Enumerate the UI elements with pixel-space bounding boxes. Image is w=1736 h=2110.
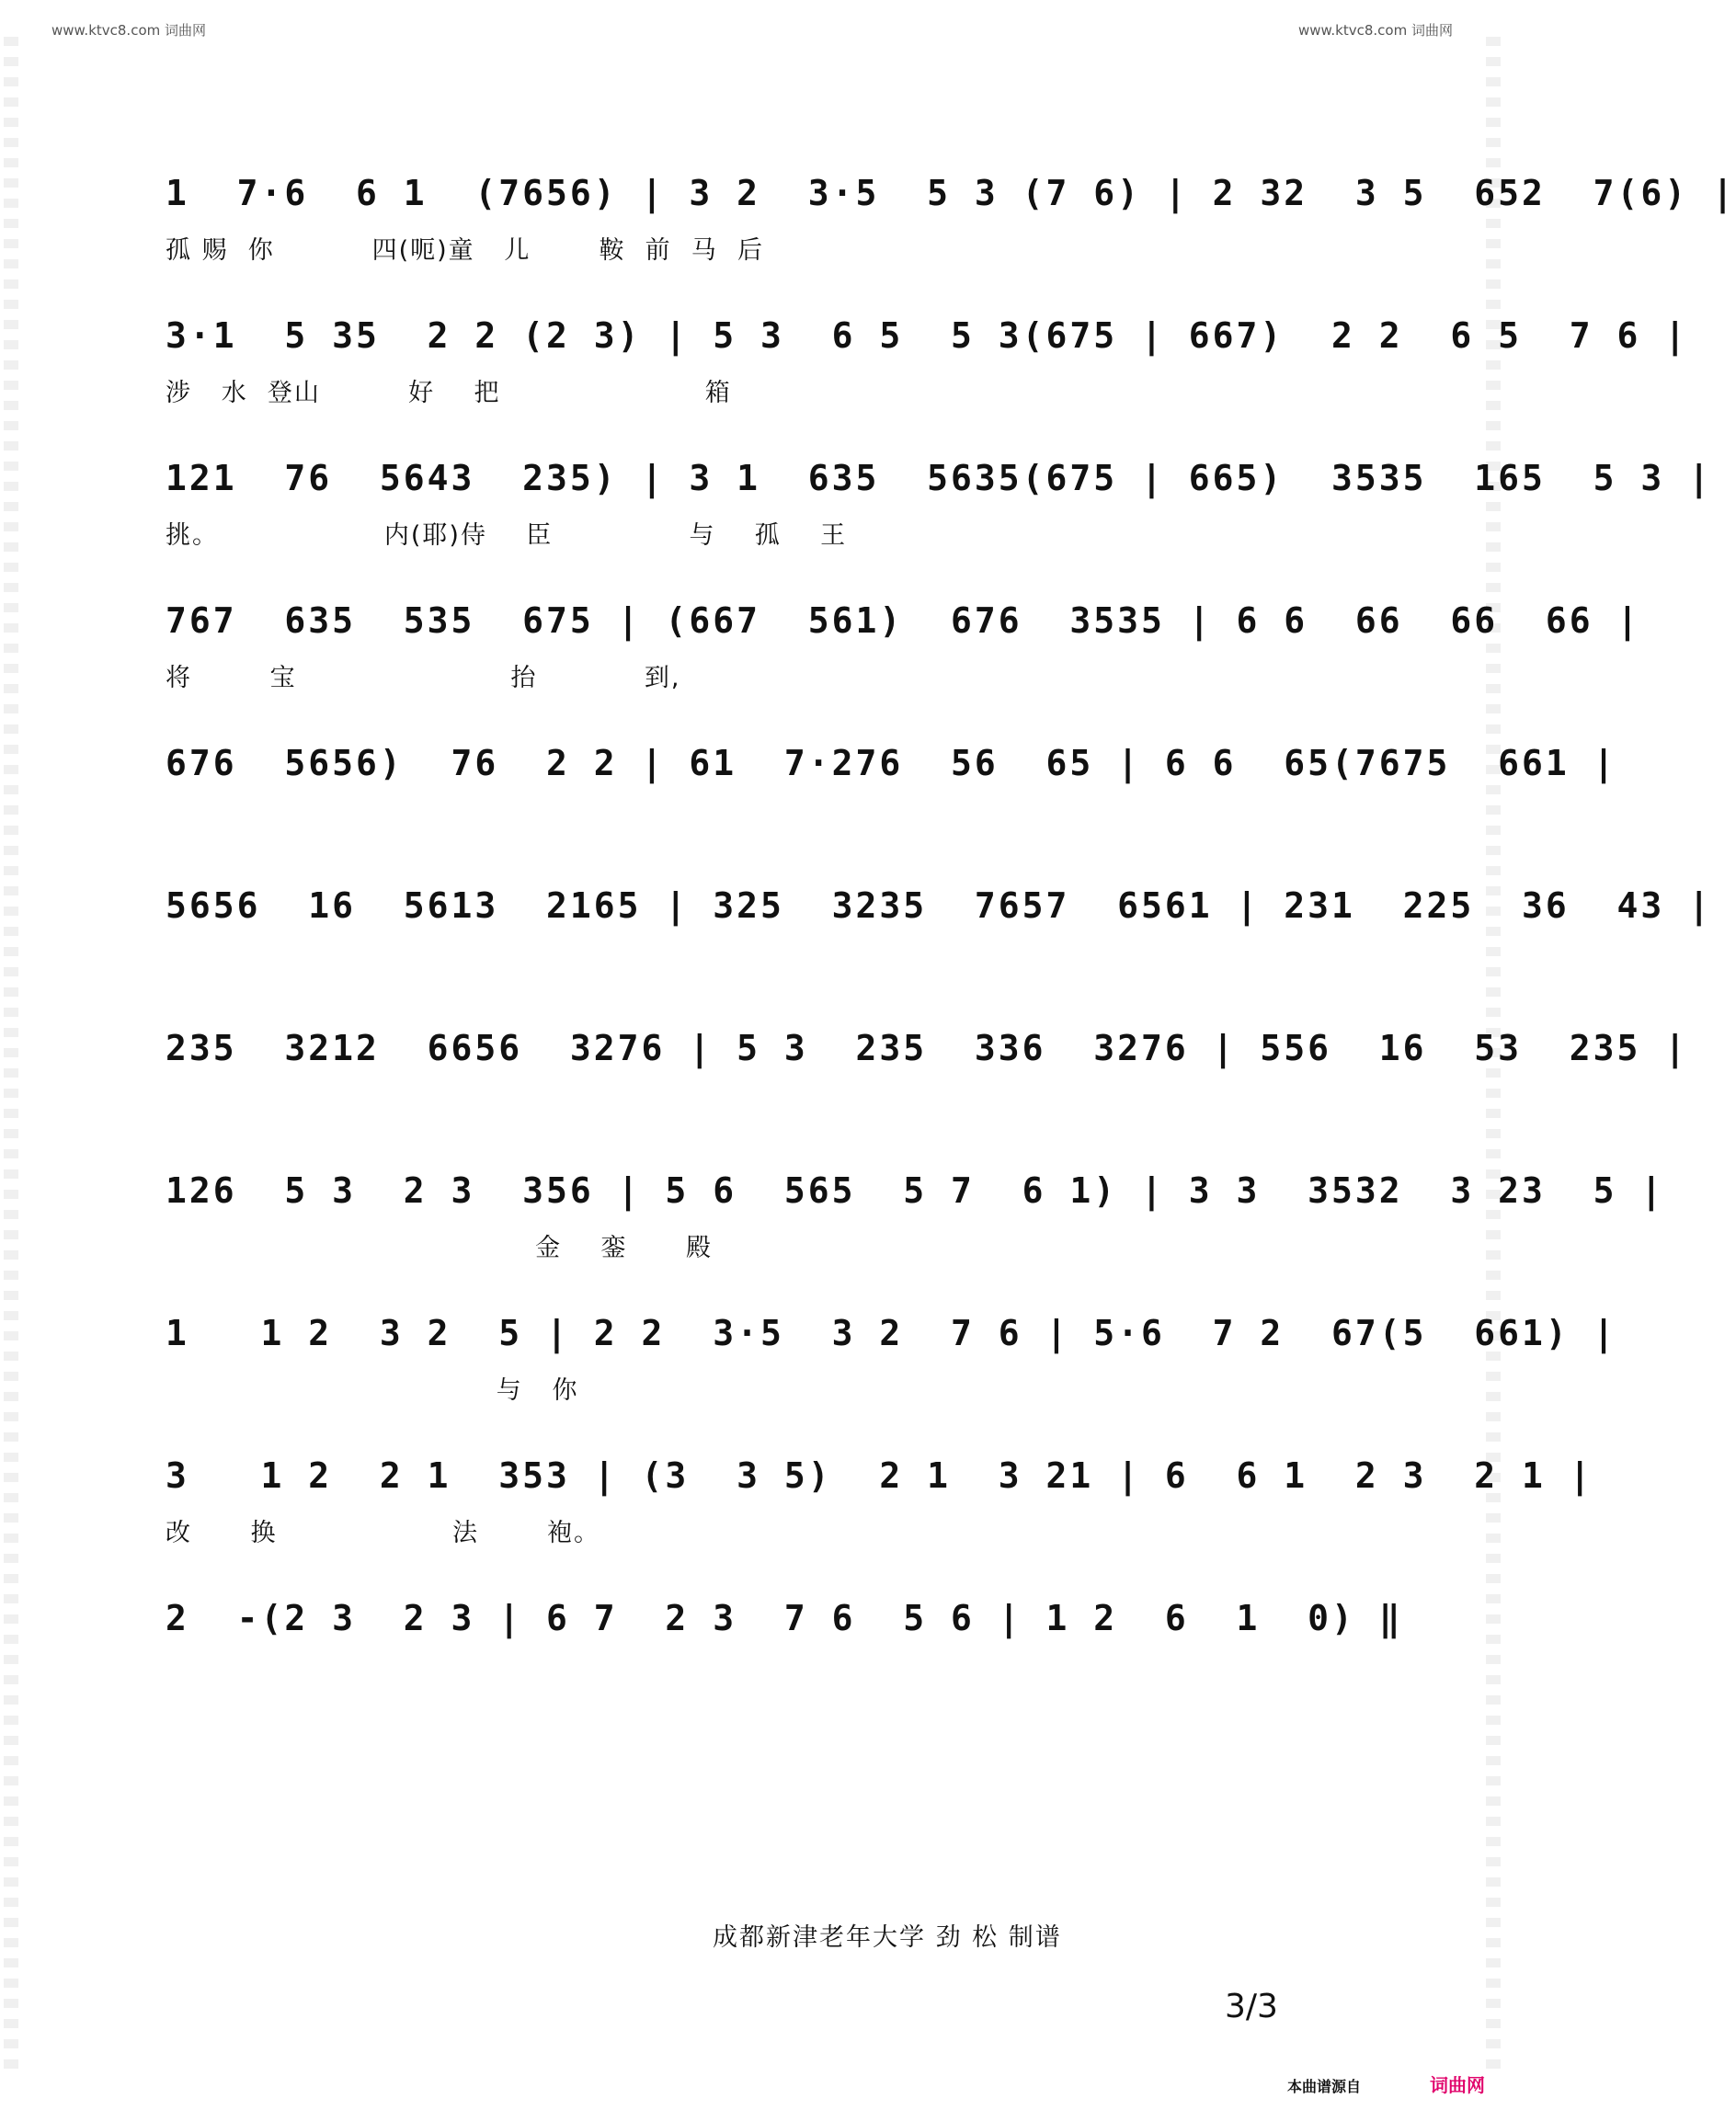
score-row-10 — [166, 1448, 1593, 1558]
score-row-9 — [166, 1306, 1617, 1416]
lyrics: 改 换 法 袍。 — [166, 1519, 601, 1547]
notes: 2 -(2 3 2 3 | 6 7 2 3 7 6 5 6 | 1 2 6 1 0) ‖ — [166, 1598, 1403, 1638]
score-row-5 — [166, 736, 1617, 846]
notes: 3 1 2 2 1 353 | (3 3 5) 2 1 3 21 | 6 6 1 2 3 2 1 | — [166, 1455, 1593, 1496]
notes: 767 635 535 675 | (667 561) 676 3535 | 6 6 66 66 66 | — [166, 600, 1641, 641]
footer-source-label: 本曲谱源自 — [1287, 2078, 1362, 2095]
score-row-1 — [166, 165, 1736, 276]
notes: 1 7·6 6 1 (7656) | 3 2 3·5 5 3 (7 6) | 2 32 3 5 652 7(6) | — [166, 173, 1736, 213]
lyrics: 涉 水 登山 好 把 箱 — [166, 379, 732, 407]
notes: 126 5 3 2 3 356 | 5 6 565 5 7 6 1) | 3 3 3532 3 23 5 | — [166, 1170, 1665, 1211]
lyrics: 金 銮 殿 — [166, 1234, 713, 1262]
notes: 1 1 2 3 2 5 | 2 2 3·5 3 2 7 6 | 5·6 7 2 67(5 661) | — [166, 1313, 1617, 1353]
header-right-text: www.ktvc8.com 词曲网 — [1297, 22, 1453, 39]
score-row-8 — [166, 1163, 1665, 1273]
credit-line: 成都新津老年大学 劲 松 制谱 — [713, 1923, 1062, 1952]
page-number: 3/3 — [1225, 1988, 1278, 2025]
header-left-text: www.ktvc8.com 词曲网 — [51, 22, 207, 39]
score-row-2 — [166, 308, 1689, 418]
notes: 121 76 5643 235) | 3 1 635 5635(675 | 665) 3535 165 5 3 | — [166, 458, 1713, 498]
notes: 5656 16 5613 2165 | 325 3235 7657 6561 | 231 225 36 43 | — [166, 885, 1713, 926]
score-row-3 — [166, 451, 1713, 561]
left-watermark-strip — [4, 37, 18, 2073]
lyrics: 孤 赐 你 四(呃)童 儿 鞍 前 马 后 — [166, 236, 764, 265]
score-row-4 — [166, 593, 1641, 703]
footer-site-label: 词曲网 — [1430, 2074, 1485, 2096]
notes: 235 3212 6656 3276 | 5 3 235 336 3276 | 556 16 53 235 | — [166, 1028, 1689, 1068]
score-row-11 — [166, 1591, 1403, 1701]
score-row-6 — [166, 878, 1713, 988]
lyrics: 挑。 内(耶)侍 臣 与 孤 王 — [166, 521, 848, 550]
notes: 3·1 5 35 2 2 (2 3) | 5 3 6 5 5 3(675 | 667) 2 2 6 5 7 6 | — [166, 315, 1689, 356]
lyrics: 将 宝 抬 到, — [166, 664, 681, 692]
score-row-7 — [166, 1021, 1689, 1131]
lyrics: 与 你 — [166, 1376, 579, 1405]
notes: 676 5656) 76 2 2 | 61 7·276 56 65 | 6 6 65(7675 661 | — [166, 743, 1617, 783]
